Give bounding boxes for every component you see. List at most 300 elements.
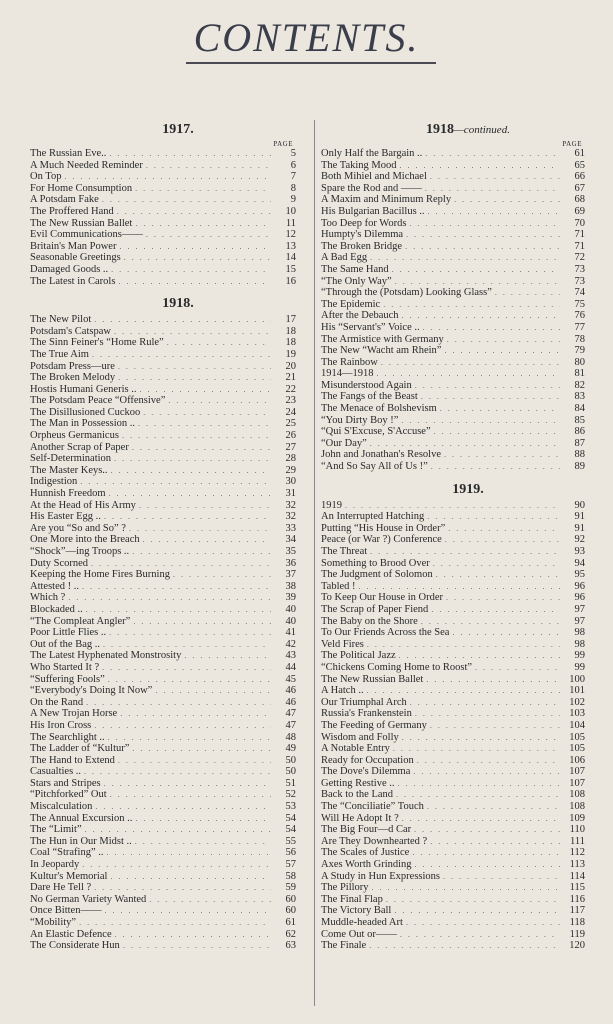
toc-entry xyxy=(321,426,585,438)
page-column-label: PAGE xyxy=(562,140,582,148)
entry-page-number: 105 xyxy=(569,743,585,755)
dot-leader xyxy=(370,252,560,264)
toc-entry xyxy=(30,766,296,778)
dot-leader xyxy=(86,697,271,709)
entry-title: The Considerate Hun xyxy=(30,940,120,952)
entry-page-number: 36 xyxy=(285,557,296,569)
dot-leader xyxy=(402,732,560,744)
dot-leader xyxy=(110,871,271,883)
entry-page-number: 96 xyxy=(574,580,585,592)
entry-page-number: 67 xyxy=(574,182,585,194)
toc-entry xyxy=(321,732,585,744)
dot-leader xyxy=(135,183,271,195)
entry-page-number: 88 xyxy=(574,449,585,461)
entry-page-number: 95 xyxy=(574,569,585,581)
entry-title: The Disillusioned Cuckoo xyxy=(30,406,141,418)
dot-leader xyxy=(440,403,560,415)
entry-title: Potsdam's Catspaw xyxy=(30,325,111,337)
entry-page-number: 55 xyxy=(285,835,296,847)
entry-title: Attested ! .. xyxy=(30,580,79,592)
dot-leader xyxy=(430,171,560,183)
toc-entry xyxy=(321,368,585,380)
toc-entry xyxy=(321,403,585,415)
toc-entry xyxy=(30,337,296,349)
toc-entry xyxy=(321,287,585,299)
entry-title: His Iron Cross xyxy=(30,719,92,731)
entry-page-number: 13 xyxy=(285,240,296,252)
entry-title: His “Servant's” Voice .. xyxy=(321,321,420,333)
entry-title: His Easter Egg .. xyxy=(30,511,101,523)
toc-entry xyxy=(321,801,585,813)
entry-title: The Judgment of Solomon xyxy=(321,569,433,581)
toc-entry xyxy=(30,534,296,546)
dot-leader xyxy=(119,241,271,253)
entry-page-number: 98 xyxy=(574,638,585,650)
toc-entry xyxy=(30,743,296,755)
entry-title: Putting “His House in Order” xyxy=(321,522,446,534)
toc-entry xyxy=(321,708,585,720)
dot-leader xyxy=(475,662,560,674)
toc-entry xyxy=(321,322,585,334)
toc-entry xyxy=(30,171,296,183)
dot-leader xyxy=(443,871,560,883)
entry-page-number: 76 xyxy=(574,310,585,322)
entry-page-number: 37 xyxy=(285,569,296,581)
toc-entry xyxy=(30,500,296,512)
toc-entry xyxy=(30,488,296,500)
toc-entry xyxy=(321,391,585,403)
toc-entry xyxy=(321,940,585,952)
toc-entry xyxy=(30,241,296,253)
entry-page-number: 11 xyxy=(285,217,296,229)
entry-title: Axes Worth Grinding xyxy=(321,859,412,871)
entry-page-number: 43 xyxy=(285,650,296,662)
dot-leader xyxy=(143,534,271,546)
dot-leader xyxy=(68,592,271,604)
entry-title: “Pitchforked” Out xyxy=(30,789,107,801)
entry-title: “Shock”—ing Troops .. xyxy=(30,546,130,557)
entry-title: The Proffered Hand xyxy=(30,205,114,217)
entry-page-number: 107 xyxy=(569,777,585,789)
entry-title: The “Limit” xyxy=(30,824,82,836)
entry-title: Ready for Occupation xyxy=(321,754,414,766)
section-heading xyxy=(321,480,585,500)
entry-page-number: 26 xyxy=(285,430,296,442)
toc-entry xyxy=(321,558,585,570)
toc-entry xyxy=(321,160,585,172)
dot-leader xyxy=(423,322,560,334)
entry-page-number: 25 xyxy=(285,418,296,430)
dot-leader xyxy=(102,194,271,206)
entry-page-number: 108 xyxy=(569,789,585,801)
dot-leader xyxy=(122,430,271,442)
toc-entry xyxy=(30,836,296,848)
entry-page-number: 35 xyxy=(285,546,296,557)
section-heading xyxy=(30,120,296,140)
dot-leader xyxy=(114,326,271,338)
entry-page-number: 47 xyxy=(285,708,296,720)
entry-title: The Pillory xyxy=(321,882,369,894)
entry-page-number: 46 xyxy=(285,696,296,708)
dot-leader xyxy=(108,732,271,744)
entry-page-number: 113 xyxy=(569,859,585,871)
entry-title: The Hand to Extend xyxy=(30,754,115,766)
entry-title: A Study in Hun Expressions xyxy=(321,870,441,882)
dot-leader xyxy=(427,511,560,523)
entry-title: The Feeding of Germany xyxy=(321,719,427,731)
toc-entry xyxy=(321,534,585,546)
toc-entry xyxy=(321,917,585,929)
toc-entry xyxy=(321,148,585,160)
entry-page-number: 85 xyxy=(574,414,585,426)
dot-leader xyxy=(94,314,271,326)
entry-page-number: 24 xyxy=(285,406,296,418)
toc-entry xyxy=(30,326,296,338)
toc-entry xyxy=(321,836,585,848)
entry-page-number: 77 xyxy=(574,321,585,333)
entry-page-number: 19 xyxy=(285,348,296,360)
entry-title: The Big Four—d Car xyxy=(321,824,412,836)
toc-entry xyxy=(321,299,585,311)
entry-title: Dare He Tell ? xyxy=(30,882,92,894)
entry-title: The Rainbow xyxy=(321,356,378,368)
dot-leader xyxy=(104,905,271,917)
toc-entry xyxy=(30,801,296,813)
entry-page-number: 38 xyxy=(285,580,296,592)
entry-page-number: 52 xyxy=(285,789,296,801)
dot-leader xyxy=(377,368,561,380)
entry-page-number: 117 xyxy=(569,905,585,917)
entry-page-number: 23 xyxy=(285,395,296,407)
toc-entry xyxy=(30,616,296,628)
toc-entry xyxy=(30,592,296,604)
dot-leader xyxy=(345,500,560,512)
toc-entry xyxy=(30,813,296,825)
entry-title: Russia's Frankenstein xyxy=(321,708,412,720)
dot-leader xyxy=(396,789,560,801)
dot-leader xyxy=(393,743,560,755)
entry-page-number: 86 xyxy=(574,426,585,438)
entry-page-number: 63 xyxy=(285,940,296,952)
dot-leader xyxy=(124,252,271,264)
toc-entry xyxy=(30,569,296,581)
toc-entry xyxy=(321,755,585,767)
entry-title: The Menace of Bolshevism xyxy=(321,403,437,415)
toc-entry xyxy=(321,871,585,883)
entry-page-number: 61 xyxy=(574,148,585,159)
dot-leader xyxy=(92,349,271,361)
entry-title: One More into the Breach xyxy=(30,534,140,546)
toc-entry xyxy=(30,372,296,384)
toc-entry xyxy=(30,894,296,906)
entry-title: At the Head of His Army xyxy=(30,499,136,511)
section-heading xyxy=(30,294,296,314)
entry-title: A Hatch .. xyxy=(321,685,364,697)
toc-entry xyxy=(30,732,296,744)
entry-title: Are They Downhearted ? xyxy=(321,835,428,847)
entry-title: A New Trojan Horse xyxy=(30,708,118,720)
entry-title: On the Rand xyxy=(30,696,84,708)
dot-leader xyxy=(184,650,271,662)
toc-entry xyxy=(30,604,296,616)
toc-entry xyxy=(321,345,585,357)
dot-leader xyxy=(445,534,560,546)
dot-leader xyxy=(111,465,271,477)
dot-leader xyxy=(132,743,271,755)
entry-page-number: 51 xyxy=(285,777,296,789)
entry-page-number: 18 xyxy=(285,325,296,337)
toc-entry xyxy=(30,697,296,709)
entry-title: The New Russian Ballet xyxy=(30,217,133,229)
toc-entry xyxy=(321,847,585,859)
toc-entry xyxy=(321,604,585,616)
entry-title: The Russian Eve.. xyxy=(30,148,107,159)
dot-leader xyxy=(118,276,271,288)
dot-leader xyxy=(115,929,271,941)
entry-page-number: 91 xyxy=(574,511,585,523)
dot-leader xyxy=(367,685,560,697)
dot-leader xyxy=(402,310,560,322)
toc-entry xyxy=(30,917,296,929)
entry-page-number: 73 xyxy=(574,275,585,287)
entry-page-number: 81 xyxy=(574,368,585,380)
toc-entry xyxy=(30,418,296,430)
entry-title: Damaged Goods .. xyxy=(30,263,109,275)
dot-leader xyxy=(431,461,560,473)
dot-leader xyxy=(91,558,271,570)
toc-entry xyxy=(30,252,296,264)
toc-entry xyxy=(321,241,585,253)
entry-title: Orpheus Germanicus xyxy=(30,430,119,442)
entry-title: Something to Brood Over xyxy=(321,557,430,569)
dot-leader xyxy=(110,789,271,801)
entry-page-number: 32 xyxy=(285,511,296,523)
dot-leader xyxy=(149,894,271,906)
entry-page-number: 99 xyxy=(574,650,585,662)
entry-page-number: 72 xyxy=(574,252,585,264)
entry-title: The Broken Bridge xyxy=(321,240,403,252)
entry-page-number: 92 xyxy=(574,534,585,546)
entry-page-number: 89 xyxy=(574,461,585,473)
toc-entry xyxy=(321,592,585,604)
toc-entry xyxy=(321,500,585,512)
dot-leader xyxy=(400,929,560,941)
entry-page-number: 80 xyxy=(574,356,585,368)
entry-title: The Scales of Justice xyxy=(321,847,410,859)
dot-leader xyxy=(415,380,560,392)
entry-title: Coal “Strafing” .. xyxy=(30,847,104,859)
dot-leader xyxy=(395,276,560,288)
toc-entry xyxy=(321,438,585,450)
toc-entry xyxy=(321,697,585,709)
entry-page-number: 82 xyxy=(574,379,585,391)
toc-entry xyxy=(30,148,296,160)
toc-entry xyxy=(321,194,585,206)
dot-leader xyxy=(414,824,560,836)
section-continued-label: —continued. xyxy=(454,124,510,136)
dot-leader xyxy=(114,453,271,465)
entry-title: The True Aim xyxy=(30,348,89,360)
entry-page-number: 114 xyxy=(569,870,585,882)
dot-leader xyxy=(448,523,560,535)
toc-entry xyxy=(321,276,585,288)
dot-leader xyxy=(132,546,271,558)
entry-title: The Finale xyxy=(321,940,367,952)
entry-title: Duty Scorned xyxy=(30,557,89,569)
toc-entry xyxy=(321,449,585,461)
entry-page-number: 20 xyxy=(285,360,296,372)
toc-entry xyxy=(321,789,585,801)
entry-page-number: 101 xyxy=(569,685,585,697)
dot-leader xyxy=(138,418,271,430)
entry-page-number: 68 xyxy=(574,194,585,206)
dot-leader xyxy=(426,674,560,686)
dot-leader xyxy=(421,616,560,628)
dot-leader xyxy=(146,160,271,172)
entry-title: “And So Say All of Us !” xyxy=(321,461,428,473)
toc-entry xyxy=(321,461,585,473)
toc-entry xyxy=(321,334,585,346)
dot-leader xyxy=(401,415,560,427)
entry-page-number: 10 xyxy=(285,205,296,217)
dot-leader xyxy=(118,361,271,373)
entry-title: Out of the Bag .. xyxy=(30,638,100,650)
entry-title: The Fangs of the Beast xyxy=(321,391,418,403)
entry-page-number: 41 xyxy=(285,627,296,639)
toc-entry xyxy=(30,708,296,720)
dot-leader xyxy=(85,824,271,836)
toc-entry xyxy=(30,650,296,662)
dot-leader xyxy=(135,218,271,230)
entry-page-number: 54 xyxy=(285,824,296,836)
dot-leader xyxy=(118,372,271,384)
entry-title: “Mobility” xyxy=(30,917,77,928)
entry-title: The Scrap of Paper Fiend xyxy=(321,603,429,615)
toc-entry xyxy=(321,674,585,686)
entry-title: A Notable Entry xyxy=(321,743,390,755)
toc-entry xyxy=(30,160,296,172)
toc-entry xyxy=(321,581,585,593)
dot-leader xyxy=(143,407,271,419)
entry-page-number: 33 xyxy=(285,522,296,534)
toc-entry xyxy=(321,778,585,790)
entry-title: The New Pilot xyxy=(30,314,92,326)
entry-title: On Top xyxy=(30,171,62,183)
entry-page-number: 110 xyxy=(569,824,585,836)
toc-entry xyxy=(321,766,585,778)
entry-title: “Through the (Potsdam) Looking Glass” xyxy=(321,287,492,299)
toc-entry xyxy=(321,639,585,651)
toc-entry xyxy=(321,310,585,322)
toc-entry xyxy=(321,650,585,662)
toc-entry xyxy=(321,685,585,697)
entry-title: Once Bitten—— xyxy=(30,905,102,917)
entry-page-number: 75 xyxy=(574,298,585,310)
entry-page-number: 40 xyxy=(285,603,296,615)
toc-entry xyxy=(30,218,296,230)
toc-entry xyxy=(30,430,296,442)
entry-page-number: 47 xyxy=(285,719,296,731)
toc-entry xyxy=(321,905,585,917)
entry-title: Which ? xyxy=(30,592,66,604)
entry-title: Miscalculation xyxy=(30,801,93,813)
entry-page-number: 9 xyxy=(290,194,296,206)
entry-page-number: 54 xyxy=(285,812,296,824)
toc-entry xyxy=(30,720,296,732)
entry-title: Blockaded .. xyxy=(30,603,83,615)
toc-entry xyxy=(30,674,296,686)
entry-title: Will He Adopt It ? xyxy=(321,812,399,824)
entry-title: “Everybody's Doing It Now” xyxy=(30,685,153,697)
entry-title: Indigestion xyxy=(30,476,78,488)
entry-title: Tabled ! xyxy=(321,580,356,592)
entry-title: The New Russian Ballet xyxy=(321,673,424,685)
entry-title: The Sinn Feiner's “Home Rule” xyxy=(30,337,164,349)
entry-page-number: 100 xyxy=(569,673,585,685)
dot-leader xyxy=(433,558,560,570)
dot-leader xyxy=(444,345,560,357)
entry-page-number: 94 xyxy=(574,557,585,569)
toc-entry xyxy=(30,206,296,218)
dot-leader xyxy=(139,384,271,396)
toc-entry xyxy=(30,882,296,894)
entry-title: The Same Hand xyxy=(321,263,389,275)
entry-page-number: 96 xyxy=(574,592,585,604)
entry-page-number: 66 xyxy=(574,171,585,183)
entry-page-number: 71 xyxy=(574,240,585,252)
dot-leader xyxy=(402,813,560,825)
entry-page-number: 16 xyxy=(285,275,296,287)
entry-page-number: 111 xyxy=(570,835,585,847)
dot-leader xyxy=(447,334,560,346)
entry-page-number: 104 xyxy=(569,719,585,731)
entry-title: The Master Keys.. xyxy=(30,464,108,476)
dot-leader xyxy=(394,905,560,917)
entry-title: The Political Jazz xyxy=(321,650,396,662)
entry-page-number: 7 xyxy=(290,171,296,183)
toc-entry xyxy=(321,357,585,369)
entry-title: Evil Communications—— xyxy=(30,229,143,241)
entry-page-number: 118 xyxy=(569,917,585,928)
entry-page-number: 44 xyxy=(285,661,296,673)
entry-title: A Potsdam Fake xyxy=(30,194,99,206)
dot-leader xyxy=(446,592,560,604)
entry-page-number: 62 xyxy=(285,928,296,940)
entry-page-number: 73 xyxy=(574,263,585,275)
entry-title: The Armistice with Germany xyxy=(321,333,444,345)
toc-entry xyxy=(321,824,585,836)
dot-leader xyxy=(425,148,560,160)
dot-leader xyxy=(386,894,560,906)
entry-title: Hostis Humani Generis .. xyxy=(30,383,137,395)
entry-page-number: 91 xyxy=(574,522,585,534)
entry-page-number: 108 xyxy=(569,801,585,813)
entry-page-number: 12 xyxy=(285,229,296,241)
toc-entry xyxy=(30,940,296,952)
toc-entry xyxy=(321,859,585,871)
entry-title: Poor Little Flies .. xyxy=(30,627,107,639)
entry-title: Muddle-headed Art xyxy=(321,917,403,928)
dot-leader xyxy=(370,438,560,450)
section-year: 1919. xyxy=(452,481,484,497)
dot-leader xyxy=(421,391,560,403)
entry-page-number: 61 xyxy=(285,917,296,928)
page-title: CONTENTS. xyxy=(193,15,420,60)
entry-title: Spare the Rod and —— xyxy=(321,182,422,194)
dot-leader xyxy=(409,218,560,230)
dot-leader xyxy=(372,882,560,894)
toc-entry xyxy=(30,639,296,651)
